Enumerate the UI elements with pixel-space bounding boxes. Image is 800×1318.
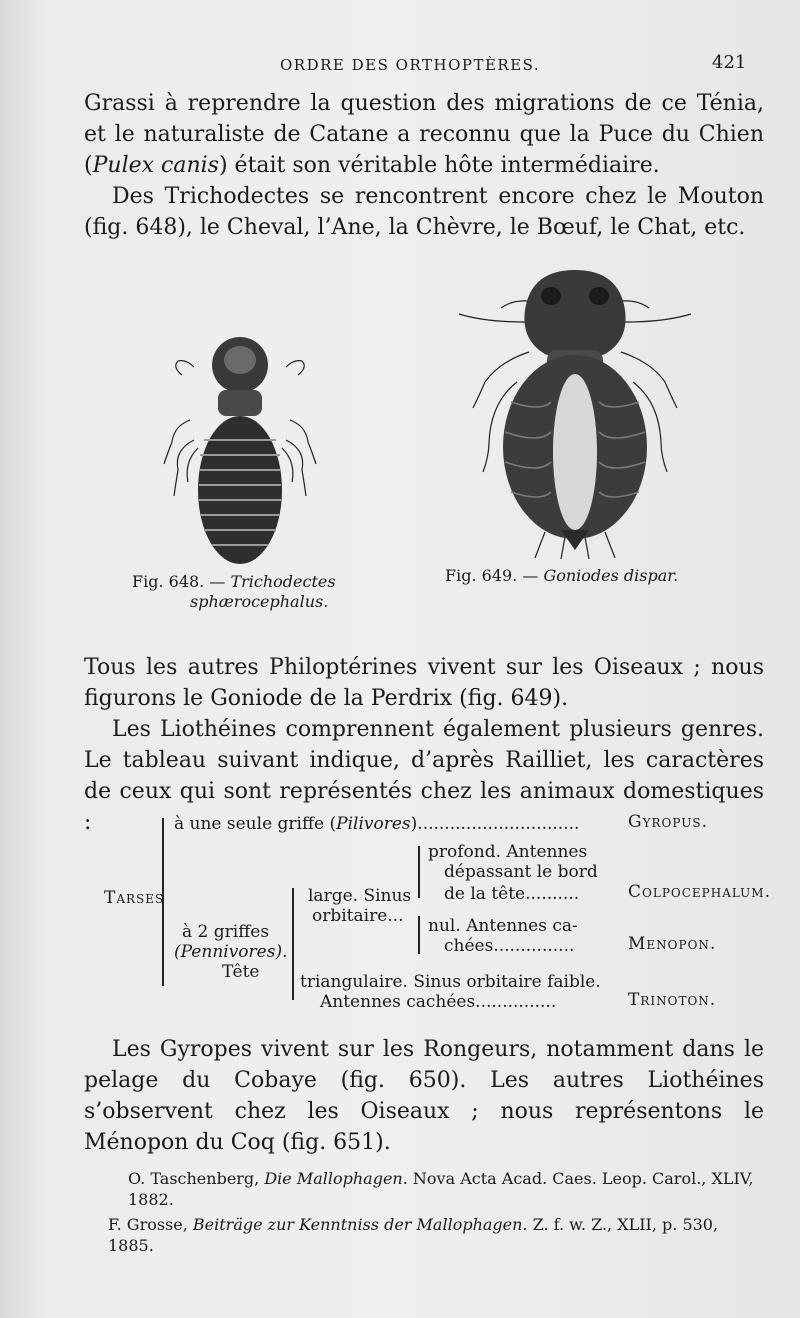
table-nul: nul. Antennes ca- <box>428 916 578 936</box>
table-de-la-tete: de la tête.......... <box>444 884 580 904</box>
genus-gyropus: Gyropus. <box>628 812 708 832</box>
reference-taschenberg: O. Taschenberg, Die Mallophagen. Nova Acta Acad. Caes. Leop. Carol., XLIV, 1882. <box>128 1169 754 1209</box>
table-chees: chées............... <box>444 936 575 956</box>
running-title: ORDRE DES ORTHOPTÈRES. <box>280 56 541 74</box>
table-antennes-cachees: Antennes cachées............... <box>320 992 557 1012</box>
table-pennivores: (Pennivores). <box>174 942 288 962</box>
paragraph-philopterines: Tous les autres Philoptérines vivent sur les Oiseaux ; nous figurons le Goniode de la Perdrix (fig. 649). <box>84 655 764 711</box>
paragraph-grassi: Grassi à reprendre la question des migrations de ce Ténia, et le naturaliste de Catane a reconnu que la Puce du Chien (Pulex canis) était son véritable hôte intermédiaire. <box>84 91 764 178</box>
table-orbitaire: orbitaire... <box>312 906 404 926</box>
caption-648: Fig. 648. — Trichodectes sphærocephalus. <box>132 572 336 611</box>
brace-tarses <box>162 818 164 986</box>
genus-trinoton: Trinoton. <box>628 990 717 1010</box>
genus-colpocephalum: Colpocephalum. <box>628 882 771 902</box>
brace-large <box>418 846 420 898</box>
caption-649: Fig. 649. — Goniodes dispar. <box>445 566 679 585</box>
brace-tete <box>292 888 294 1000</box>
bottom-text-block <box>84 1034 764 1158</box>
page-number: 421 <box>712 52 747 73</box>
table-large-sinus: large. Sinus <box>308 886 412 906</box>
figure-649-goniodes <box>455 262 695 562</box>
table-tarses: Tarses <box>104 888 165 908</box>
top-text-block <box>84 88 764 243</box>
figure-648-trichodectes <box>160 330 320 575</box>
classification-table <box>100 806 771 1016</box>
page-header <box>0 52 800 82</box>
table-profond: profond. Antennes <box>428 842 588 862</box>
table-one-claw: à une seule griffe (Pilivores).............................. <box>174 814 580 834</box>
references <box>108 1168 768 1260</box>
paragraph-trichodectes: Des Trichodectes se rencontrent encore chez le Mouton (fig. 648), le Cheval, l’Ane, la Chèvre, le Bœuf, le Chat, etc. <box>84 184 764 240</box>
genus-menopon: Menopon. <box>628 934 717 954</box>
table-two-claws: à 2 griffes <box>182 922 270 942</box>
table-triangulaire: triangulaire. Sinus orbitaire faible. <box>300 972 601 992</box>
paragraph-gyropes: Les Gyropes vivent sur les Rongeurs, notamment dans le pelage du Cobaye (fig. 650). Les autres Liothéines s’observent chez les Oiseaux ; nous représentons le Ménopon du Coq (fig. 651). <box>84 1037 764 1155</box>
table-tete: Tête <box>222 962 260 982</box>
paragraph-liotheines: Les Liothéines comprennent également plusieurs genres. Le tableau suivant indique, d’après Railliet, les caractères de ceux qui sont représentés chez les animaux domestiques : <box>84 717 764 835</box>
reference-grosse: F. Grosse, Beiträge zur Kenntniss der Mallophagen. Z. f. w. Z., XLII, p. 530, 1885. <box>108 1215 719 1255</box>
brace-nul <box>418 916 420 954</box>
table-depassant: dépassant le bord <box>444 862 598 882</box>
